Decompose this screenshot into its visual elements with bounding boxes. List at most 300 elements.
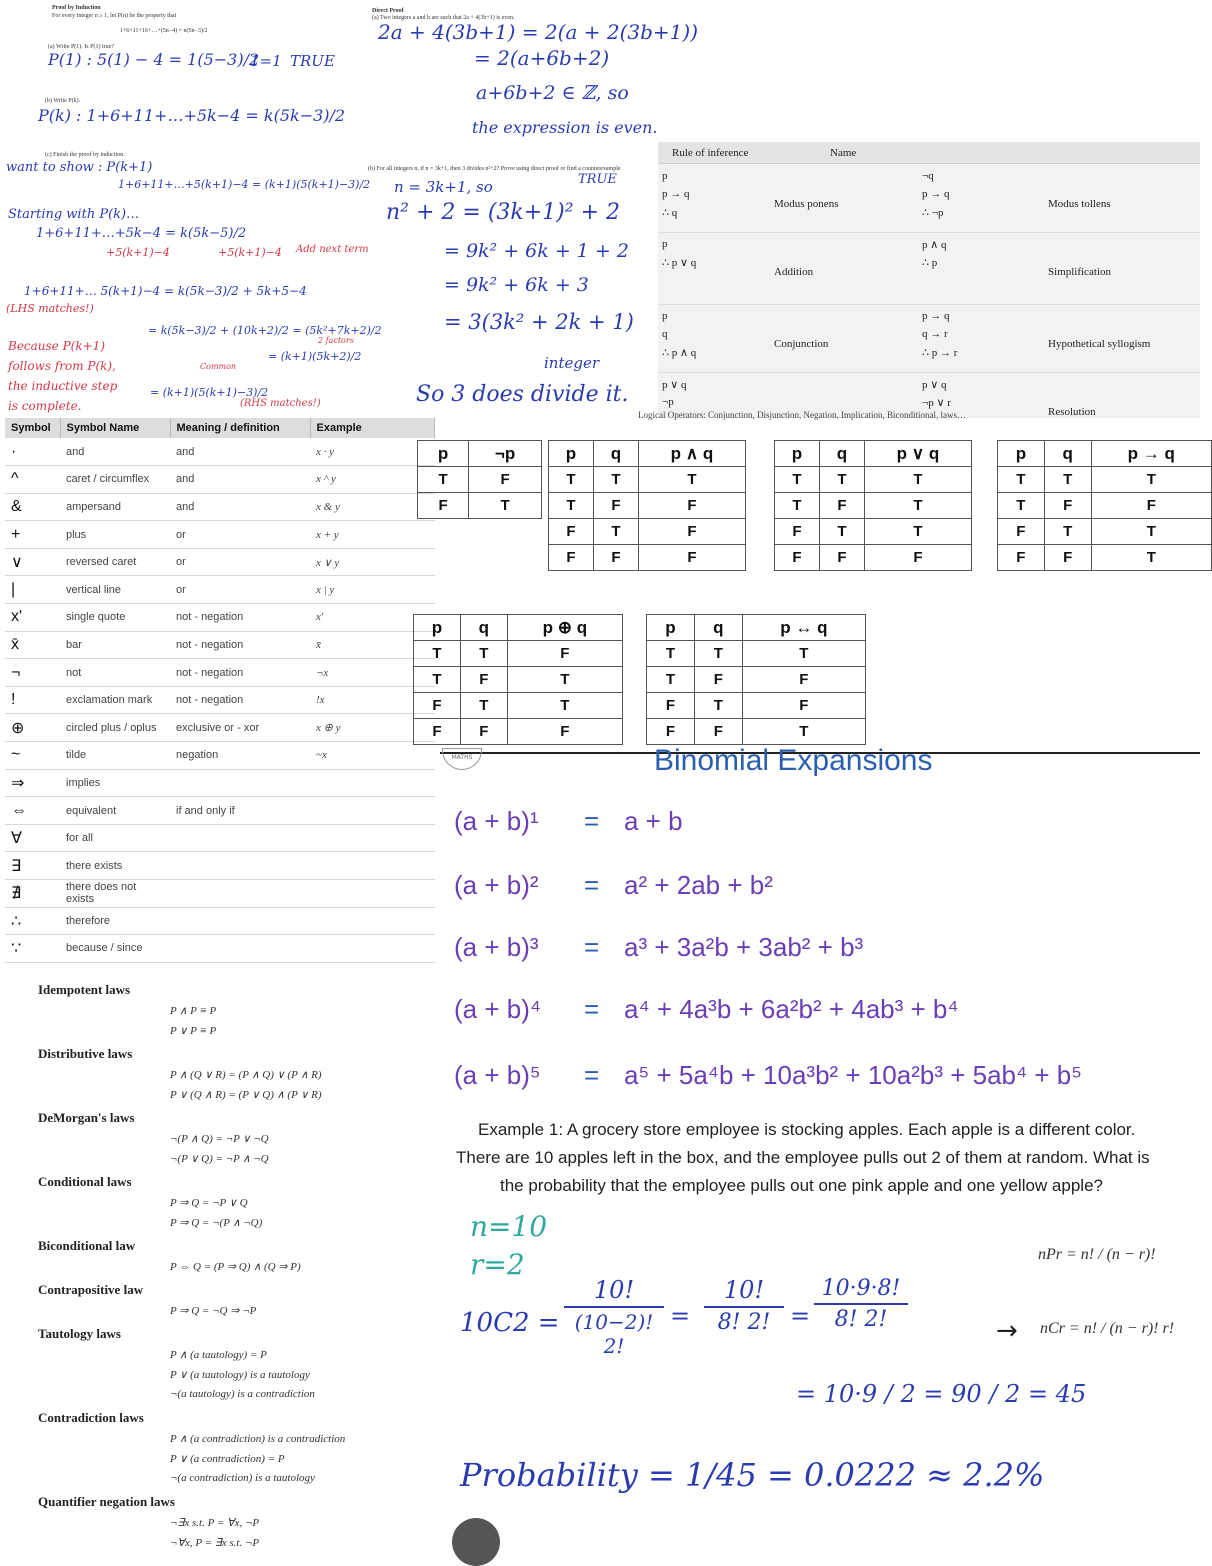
symbol-name-cell: there exists [60,852,170,880]
truth-table-row [998,519,1212,545]
truth-table-header-cell: p [775,441,820,467]
part-c-label: (c) Finish the proof by induction. [45,152,125,158]
r-value: r=2 [470,1248,525,1281]
direct-b-line2: n² + 2 = (3k+1)² + 2 [386,200,620,225]
truth-table-cell: T [469,493,542,519]
law-formula: ¬∃x s.t. P = ∀x, ¬P [170,1517,260,1529]
symbol-row [5,824,435,852]
lhs-matches: (LHS matches!) [6,302,94,315]
truth-table-cell: T [1044,519,1091,545]
truth-table-cell: F [1091,493,1211,519]
symbol-cell: · [5,438,60,466]
line-6: = (k+1)(5(k+1)−3)/2 [150,386,269,399]
truth-table-cell: T [507,693,622,719]
common-note: Common [200,362,237,371]
part-a-true: TRUE [290,52,335,70]
rule-right-premise: p → q [922,310,950,322]
truth-table-cell: T [1091,467,1211,493]
symbol-name-cell: because / since [60,935,170,963]
symbol-meaning-cell: and [170,493,310,521]
symbol-cell: ∃ [5,852,60,880]
symbol-meaning-cell [170,769,310,797]
symbol-cell: ⇒ [5,769,60,797]
truth-table-cell: F [775,545,820,571]
truth-table-header-cell: q [460,615,507,641]
truth-table-cell: F [638,493,745,519]
symbol-example-cell: x ⊕ y [310,714,435,742]
truth-table-row [549,493,746,519]
truth-table-cell: T [694,641,742,667]
direct-b-integer: integer [544,354,600,372]
truth-table-cell: F [647,693,695,719]
law-title: Quantifier negation laws [38,1494,175,1509]
symbol-example-cell: x · y [310,438,435,466]
symbol-row [5,742,435,770]
symbol-example-cell [310,852,435,880]
truth-table-header-cell: p [998,441,1045,467]
symbol-meaning-cell: or [170,576,310,604]
law-title: Contrapositive law [38,1282,144,1297]
symbol-cell: + [5,521,60,549]
truth-table-header-cell: q [819,441,864,467]
truth-table-cell: F [460,667,507,693]
truth-table-row [414,641,623,667]
symbol-example-cell: x + y [310,521,435,549]
truth-table-cell: F [1044,493,1091,519]
rule-right-premise: ∴ p [922,257,938,269]
truth-table-cell: T [1091,519,1211,545]
law-formula: P ∨ (a contradiction) = P [170,1453,285,1465]
truth-table-cell: F [414,693,461,719]
truth-table-cell: F [507,719,622,745]
symbol-row [5,880,435,908]
symbol-cell: ∀ [5,824,60,852]
symbol-meaning-cell: not - negation [170,659,310,687]
binomial-expansions-panel [440,744,1200,1116]
truth-table-cell: T [775,467,820,493]
fraction-3 [814,1276,908,1332]
symbol-example-cell: x̄ [310,631,435,659]
direct-b-line4: = 9k² + 6k + 3 [444,274,589,296]
example-line-2: There are 10 apples left in the box, and the employee pulls out 2 of them at random. What is [456,1148,1150,1167]
rule-left-premise: p → q [662,188,690,200]
symbol-example-cell [310,824,435,852]
symbol-cell: & [5,493,60,521]
symbol-row [5,521,435,549]
symbol-row [5,797,435,825]
rules-row-divider [658,232,1200,233]
symbol-meaning-cell: exclusive or - xor [170,714,310,742]
law-title: Conditional laws [38,1174,132,1189]
direct-title: Direct Proof [372,8,404,14]
direct-b-line3: = 9k² + 6k + 1 + 2 [444,240,629,262]
symbol-cell: x̄ [5,631,60,659]
truth-table-cell: T [549,467,594,493]
truth-table-not [417,440,542,519]
symbol-row [5,631,435,659]
rule-left-premise: q [662,328,668,340]
rules-caption: Logical Operators: Conjunction, Disjunction, Negation, Implication, Biconditional, laws… [638,410,966,420]
truth-table-cell: F [742,667,865,693]
truth-table-row [647,667,866,693]
symbol-name-cell: single quote [60,604,170,632]
truth-table-and [548,440,746,571]
truth-table-row [418,493,542,519]
rule-right-premise: ∴ ¬p [922,207,944,219]
truth-table-cell: F [998,519,1045,545]
pk-line: 1+6+11+…+5k−4 = k(5k−5)/2 [36,226,247,241]
direct-b-line1: n = 3k+1, so [394,178,493,196]
truth-table-cell: F [549,545,594,571]
header-symbol: Symbol [5,418,60,438]
truth-table-cell: F [694,719,742,745]
binomial-equals: = [584,994,600,1024]
symbol-cell: ∵ [5,935,60,963]
rules-header-name: Name [830,147,857,159]
truth-table-row [414,719,623,745]
symbol-meaning-cell [170,907,310,935]
symbol-meaning-cell [170,824,310,852]
rule-right-name: Simplification [1048,266,1111,278]
truth-table-cell: F [593,545,638,571]
fraction-2 [704,1276,784,1335]
law-formula: P ∨ P ≡ P [170,1025,217,1037]
truth-table-row [775,545,972,571]
symbol-cell: ^ [5,466,60,494]
symbol-meaning-cell: if and only if [170,797,310,825]
rule-left-premise: p ∨ q [662,379,687,391]
truth-table-cell: F [742,693,865,719]
avatar-icon [452,1518,500,1566]
truth-table-cell: T [694,693,742,719]
truth-table-cell: T [998,467,1045,493]
law-formula: ¬(a tautology) is a contradiction [170,1388,315,1400]
rule-right-premise: q → r [922,328,948,340]
truth-table-row [418,467,542,493]
truth-table-cell: F [819,493,864,519]
n-value: n=10 [470,1210,548,1243]
fraction-1-den: (10−2)! 2! [574,1310,654,1358]
truth-table-header-cell: p [549,441,594,467]
truth-table-cell: T [819,519,864,545]
induction-formula: 1+6+11+16+…+(5n−4) = n(5n−3)/2 [120,28,208,34]
law-formula: ¬(P ∨ Q) = ¬P ∧ ¬Q [170,1153,269,1165]
symbol-example-cell: x | y [310,576,435,604]
symbol-meaning-cell: not - negation [170,686,310,714]
fraction-2-bar [704,1306,784,1308]
symbol-name-cell: plus [60,521,170,549]
truth-table-cell: T [638,467,745,493]
truth-table-cell: T [593,467,638,493]
truth-table-row [775,519,972,545]
line-5: = (k+1)(5k+2)/2 [268,350,362,363]
truth-table-biconditional [646,614,866,745]
binomial-lhs: (a + b)⁴ [454,994,542,1024]
maths-logo [442,748,482,770]
symbol-row [5,576,435,604]
symbol-name-cell: there does not exists [60,880,170,908]
starting-with: Starting with P(k)… [8,207,140,222]
rule-left-premise: ∴ p ∨ q [662,257,697,269]
truth-table-row [647,719,866,745]
truth-table-cell: T [549,493,594,519]
symbol-row [5,769,435,797]
symbol-example-cell: !x [310,686,435,714]
rule-right-premise: p ∨ q [922,379,947,391]
truth-table-cell: F [819,545,864,571]
truth-table-header-cell: p ⊕ q [507,615,622,641]
part-a-label: (a) Write P(1). Is P(1) true? [48,44,114,50]
truth-table-row [775,493,972,519]
law-formula: P ∧ (a contradiction) is a contradiction [170,1433,346,1445]
symbol-name-cell: caret / circumflex [60,466,170,494]
truth-table-row [647,693,866,719]
binomial-lhs: (a + b)² [454,870,539,900]
rules-row-divider [658,372,1200,373]
law-formula: ¬∀x, P = ∃x s.t. ¬P [170,1537,260,1549]
want-to-show-eq: 1+6+11+…+5(k+1)−4 = (k+1)(5(k+1)−3)/2 [118,178,371,191]
binomial-rhs: a² + 2ab + b² [624,870,773,900]
truth-table-cell: T [593,519,638,545]
truth-table-cell: F [638,519,745,545]
truth-table-cell: F [864,545,971,571]
symbol-meaning-cell [170,935,310,963]
rule-right-premise: p ∧ q [922,239,947,251]
header-example: Example [310,418,435,438]
symbol-name-cell: for all [60,824,170,852]
arrow-icon: → [996,1316,1018,1346]
truth-table-cell: T [742,719,865,745]
law-formula: P ∨ (a tautology) is a tautology [170,1369,310,1381]
symbol-meaning-cell: negation [170,742,310,770]
symbol-name-cell: exclamation mark [60,686,170,714]
law-formula: P ∨ (Q ∧ R) = (P ∨ Q) ∧ (P ∨ R) [170,1089,322,1101]
fraction-2-den: 8! 2! [717,1310,771,1335]
direct-b-conclusion: So 3 does divide it. [416,382,629,407]
truth-table-cell: T [1091,545,1211,571]
symbol-example-cell: ~x [310,742,435,770]
symbol-row [5,438,435,466]
truth-table-or [774,440,972,571]
truth-table-row [647,641,866,667]
line-3: 1+6+11+… 5(k+1)−4 = k(5k−3)/2 + 5k+5−4 [24,284,307,298]
symbol-row [5,466,435,494]
law-title: Contradiction laws [38,1410,144,1425]
fraction-1-bar [564,1306,664,1308]
part-a-eq: 1=1 [250,52,282,70]
symbol-example-cell [310,935,435,963]
law-formula: ¬(a contradiction) is a tautology [170,1472,315,1484]
truth-table-header-cell: p [418,441,469,467]
rule-right-name: Resolution [1048,406,1096,418]
want-to-show: want to show : P(k+1) [6,160,153,175]
example-line-1: Example 1: A grocery store employee is stocking apples. Each apple is a different color. [478,1120,1136,1139]
direct-a-line4: the expression is even. [472,118,658,137]
law-formula: P ∧ P ≡ P [170,1005,217,1017]
fraction-1 [564,1276,664,1358]
direct-a-line1: 2a + 4(3b+1) = 2(a + 2(3b+1)) [378,20,698,44]
symbol-row [5,852,435,880]
symbol-cell: ! [5,686,60,714]
permutation-formula: nPr = n! / (n − r)! [1038,1246,1156,1263]
symbol-meaning-cell: and [170,466,310,494]
probability-result: Probability = 1/45 = 0.0222 ≈ 2.2% [460,1456,1045,1494]
truth-table-header-cell: p ∧ q [638,441,745,467]
rule-left-name: Conjunction [774,338,829,350]
truth-table-row [998,467,1212,493]
part-b-label: (b) Write P(k). [45,98,81,104]
symbol-name-cell: bar [60,631,170,659]
rule-left-premise: ∴ p ∧ q [662,347,697,359]
direct-b-true: TRUE [578,172,617,187]
logical-laws-panel [30,978,440,1553]
law-formula: P ⇒ Q = ¬(P ∧ ¬Q) [170,1217,263,1229]
rule-right-premise: ¬q [922,170,934,182]
truth-table-cell: T [864,467,971,493]
add-term-1: +5(k+1)−4 [106,246,170,259]
truth-table-header-row [647,615,866,641]
rule-right-name: Modus tollens [1048,198,1111,210]
binomial-rhs: a + b [624,806,683,836]
truth-table-header-row [414,615,623,641]
truth-table-cell: T [775,493,820,519]
symbol-cell: ¬ [5,659,60,687]
symbol-cell: ~ [5,742,60,770]
truth-tables-panel [400,430,1200,748]
symbol-name-cell: equivalent [60,797,170,825]
symbol-name-cell: implies [60,769,170,797]
truth-table-header-row [775,441,972,467]
truth-table-header-cell: q [593,441,638,467]
truth-table-cell: T [742,641,865,667]
symbol-cell: | [5,576,60,604]
symbol-example-cell: x ^ y [310,466,435,494]
truth-table-xor [413,614,623,745]
symbol-name-cell: and [60,438,170,466]
truth-table-cell: F [507,641,622,667]
symbol-meaning-cell: or [170,521,310,549]
truth-table-cell: F [460,719,507,745]
fraction-3-num: 10·9·8! [821,1276,901,1301]
symbol-row [5,604,435,632]
symbol-name-cell: reversed caret [60,548,170,576]
symbol-example-cell: x ∨ y [310,548,435,576]
truth-table-row [549,519,746,545]
direct-a-line3: a+6b+2 ∈ ℤ, so [476,82,629,104]
truth-table-cell: T [460,693,507,719]
truth-table-header-cell: q [694,615,742,641]
line-4: = k(5k−3)/2 + (10k+2)/2 = (5k²+7k+2)/2 [148,324,382,337]
binomial-equals: = [584,1060,600,1090]
fraction-3-den: 8! 2! [834,1307,888,1332]
truth-table-cell: F [414,719,461,745]
truth-table-cell: F [593,493,638,519]
symbol-meaning-cell [170,852,310,880]
symbol-cell: ∄ [5,880,60,908]
rule-left-premise: p [662,310,668,322]
symbol-example-cell [310,769,435,797]
truth-table-header-row [549,441,746,467]
binomial-equals: = [584,870,600,900]
truth-table-cell: F [775,519,820,545]
truth-table-cell: T [1044,467,1091,493]
symbol-example-cell [310,797,435,825]
truth-table-implies [997,440,1212,571]
truth-table-header-cell: p [414,615,461,641]
binomial-rhs: a⁴ + 4a³b + 6a²b² + 4ab³ + b⁴ [624,994,959,1024]
truth-table-header-cell: ¬p [469,441,542,467]
symbol-meaning-cell: not - negation [170,604,310,632]
truth-table-cell: T [418,467,469,493]
truth-table-cell: F [647,719,695,745]
truth-table-cell: T [998,493,1045,519]
symbol-example-cell: ¬x [310,659,435,687]
truth-table-cell: T [414,641,461,667]
truth-table-header-row [418,441,542,467]
truth-table-cell: T [507,667,622,693]
truth-table-row [549,545,746,571]
binomial-equals: = [584,932,600,962]
truth-table-cell: F [1044,545,1091,571]
induction-panel [0,0,382,418]
rule-right-premise: p → q [922,188,950,200]
law-title: Biconditional law [38,1238,136,1253]
symbol-name-cell: not [60,659,170,687]
direct-a-line2: = 2(a+6b+2) [474,46,610,70]
rule-left-premise: p [662,170,668,182]
rule-left-name: Modus ponens [774,198,839,210]
maths-logo-text: MATHS [451,754,473,761]
symbol-row [5,548,435,576]
rules-row-divider [658,304,1200,305]
truth-table-cell: T [647,667,695,693]
truth-table-header-cell: p ∨ q [864,441,971,467]
symbol-example-cell [310,907,435,935]
direct-b-line5: = 3(3k² + 2k + 1) [444,310,634,334]
truth-table-row [998,545,1212,571]
fraction-1-num: 10! [593,1276,635,1304]
direct-a-label: (a) Two integers a and b are such that 2a + 4(3b+1) is even. [372,15,515,21]
equals-1: = [670,1302,691,1330]
add-next-term: Add next term [296,244,369,255]
symbol-cell: ⊕ [5,714,60,742]
two-factors: 2 factors [318,336,354,345]
binomial-lhs: (a + b)¹ [454,806,539,836]
add-term-2: +5(k+1)−4 [218,246,282,259]
rule-left-premise: ¬p [662,396,674,408]
fraction-2-num: 10! [723,1276,765,1304]
law-formula: P ⇔ Q = (P ⇒ Q) ∧ (Q ⇒ P) [170,1261,301,1273]
rule-left-name: Addition [774,266,814,278]
equation-line: = 10·9 / 2 = 90 / 2 = 45 [796,1380,1087,1408]
symbol-row [5,659,435,687]
binomial-lhs: (a + b)⁵ [454,1060,541,1090]
truth-table-row [414,667,623,693]
symbol-row [5,907,435,935]
truth-table-cell: F [469,467,542,493]
law-formula: P ⇒ Q = ¬P ∨ Q [170,1197,248,1209]
truth-table-row [998,493,1212,519]
rule-right-name: Hypothetical syllogism [1048,338,1151,350]
truth-table-cell: T [460,641,507,667]
symbol-meaning-cell: or [170,548,310,576]
because-note: Because P(k+1) follows from P(k), the inductive step is complete. [8,339,118,413]
rules-header-rule: Rule of inference [672,147,749,159]
direct-b-label: (b) For all integers n, if n = 3k+1, then 3 divides n²+2? Prove using direct proof or find a counterexample [368,166,621,172]
symbol-example-cell: x' [310,604,435,632]
rule-right-premise: ¬p ∨ r [922,397,951,409]
rhs-matches: (RHS matches!) [240,398,321,409]
